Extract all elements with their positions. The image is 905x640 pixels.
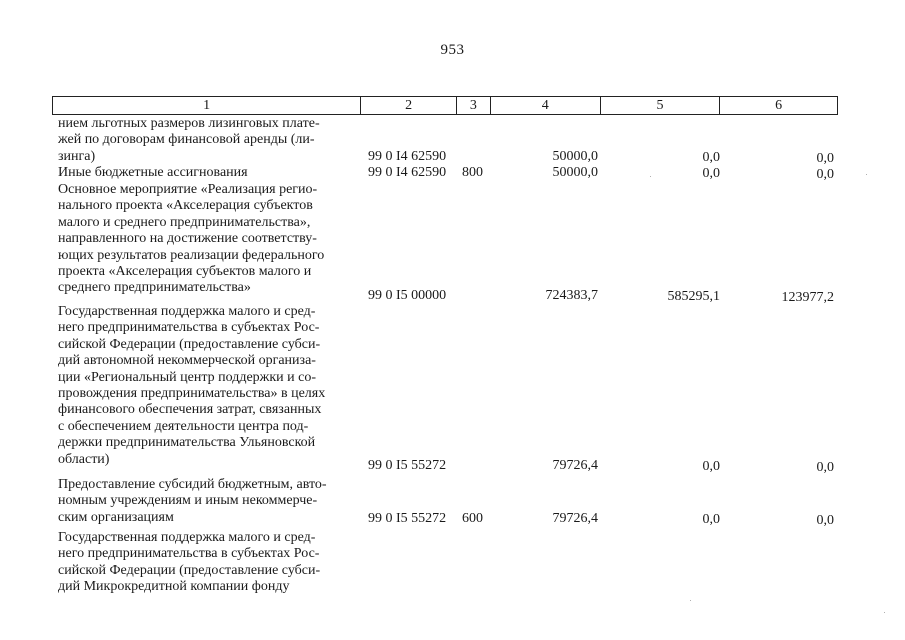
description-line: нального проекта «Акселерация субъектов <box>58 198 313 214</box>
amount-col-4: 79726,4 <box>552 458 598 473</box>
description-line: малого и среднего предпринимательства», <box>58 214 311 230</box>
description-line: нием льготных размеров лизинговых плате- <box>58 116 320 131</box>
scan-speck <box>690 600 691 601</box>
description-line: среднего предпринимательства» <box>58 280 251 296</box>
row-description <box>58 116 358 165</box>
description-line: сийской Федерации (предоставление субси- <box>58 336 321 352</box>
row-description <box>58 182 358 297</box>
description-line: Иные бюджетные ассигнования <box>58 165 248 180</box>
description-line: ским организациям <box>58 509 174 525</box>
header-col-6: 6 <box>719 97 837 114</box>
description-line: дий Микрокредитной компании фонду <box>58 579 290 595</box>
description-line: него предпринимательства в субъектах Рос- <box>58 320 320 336</box>
budget-code: 99 0 I5 55272 <box>368 458 447 473</box>
scan-speck <box>884 612 885 613</box>
scan-speck <box>866 174 867 175</box>
amount-col-4: 50000,0 <box>552 148 598 164</box>
description-line: направленного на достижение соответству- <box>58 231 317 247</box>
amount-col-5: 0,0 <box>702 512 720 527</box>
description-line: финансового обеспечения затрат, связанных <box>58 402 322 418</box>
expense-type: 600 <box>462 511 483 526</box>
amount-col-4: 79726,4 <box>552 511 598 526</box>
amount-col-6: 0,0 <box>816 460 834 475</box>
description-line: Основное мероприятие «Реализация регио- <box>58 182 318 197</box>
description-line: проекта «Акселерация субъектов малого и <box>58 264 312 280</box>
budget-code: 99 0 I4 62590 <box>368 148 447 164</box>
header-col-1: 1 <box>203 98 211 113</box>
description-line: Государственная поддержка малого и сред- <box>58 530 316 545</box>
description-line: сийской Федерации (предоставление субси- <box>58 562 321 578</box>
scan-speck <box>650 176 651 177</box>
table-header <box>52 96 838 115</box>
row-description <box>58 530 358 596</box>
header-col-5: 5 <box>600 97 720 114</box>
amount-col-6: 0,0 <box>816 150 834 166</box>
amount-col-6: 123977,2 <box>781 290 834 305</box>
description-line: с обеспечением деятельности центра под- <box>58 418 309 434</box>
header-col-2: 2 <box>360 97 456 114</box>
budget-code: 99 0 I4 62590 <box>368 165 447 180</box>
expense-type: 800 <box>462 165 483 180</box>
description-line: номным учреждениям и иным некоммерче- <box>58 493 318 509</box>
amount-col-4: 50000,0 <box>552 165 598 180</box>
description-line: зинга) <box>58 148 96 164</box>
amount-col-5: 0,0 <box>702 149 720 165</box>
row-description <box>58 165 358 181</box>
amount-col-5: 0,0 <box>702 166 720 181</box>
description-line: жей по договорам финансовой аренды (ли- <box>58 132 315 148</box>
row-description <box>58 477 358 526</box>
description-line: Предоставление субсидий бюджетным, авто- <box>58 477 327 492</box>
page-number: 953 <box>440 42 465 58</box>
description-line: ции «Региональный центр поддержки и со- <box>58 369 316 385</box>
description-line: провождения предпринимательства» в целях <box>58 386 326 402</box>
description-line: него предпринимательства в субъектах Рос- <box>58 546 320 562</box>
amount-col-4: 724383,7 <box>545 288 598 303</box>
description-line: Государственная поддержка малого и сред- <box>58 304 316 319</box>
row-description <box>58 304 358 468</box>
amount-col-5: 585295,1 <box>667 289 720 304</box>
description-line: держки предпринимательства Ульяновской <box>58 435 316 451</box>
amount-col-5: 0,0 <box>702 459 720 474</box>
amount-col-6: 0,0 <box>816 167 834 182</box>
budget-code: 99 0 I5 55272 <box>368 511 447 526</box>
description-line: ющих результатов реализации федерального <box>58 247 325 263</box>
budget-code: 99 0 I5 00000 <box>368 288 447 303</box>
description-line: дий автономной некоммерческой организа- <box>58 353 316 369</box>
description-line: области) <box>58 451 110 467</box>
header-col-4: 4 <box>490 97 600 114</box>
amount-col-6: 0,0 <box>816 513 834 528</box>
header-col-3: 3 <box>456 97 490 114</box>
